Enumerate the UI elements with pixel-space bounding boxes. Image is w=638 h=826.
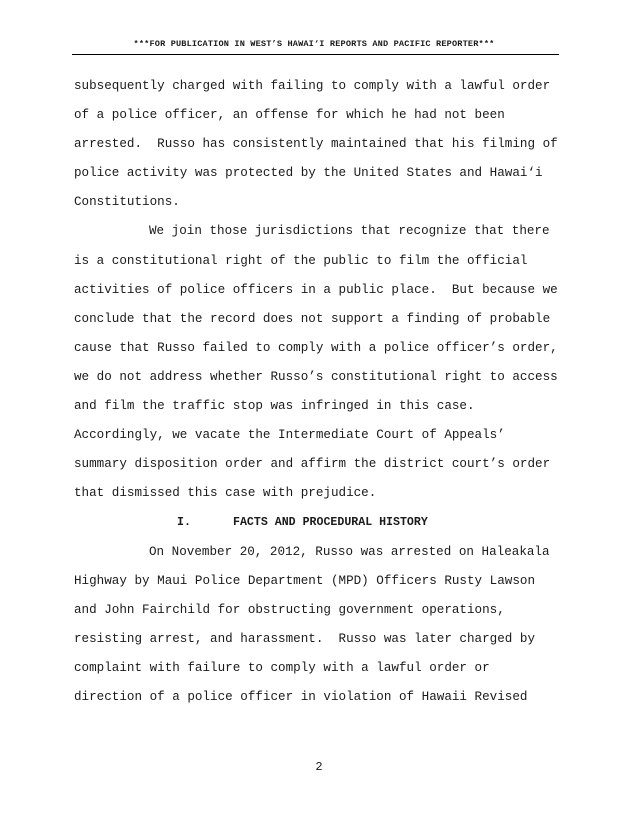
text-line: subsequently charged with failing to comply with a lawful order <box>74 79 551 93</box>
text-line: We join those jurisdictions that recognize that there <box>149 224 550 239</box>
text-line: direction of a police officer in violation of Hawaii Revised <box>74 689 528 704</box>
text-line: cause that Russo failed to comply with a police officer’s order, <box>74 340 558 355</box>
text-line: Highway by Maui Police Department (MPD) Officers Rusty Lawson <box>74 573 536 588</box>
text-line: Accordingly, we vacate the Intermediate Court of Appeals’ <box>74 428 505 443</box>
running-header: ***FOR PUBLICATION IN WEST’S HAWAI‘I REPORTS AND PACIFIC REPORTER*** <box>133 39 495 49</box>
text-line: of a police officer, an offense for which he had not been <box>74 108 505 123</box>
text-line: we do not address whether Russo’s constitutional right to access <box>74 369 558 384</box>
text-line: and John Fairchild for obstructing government operations, <box>74 602 505 617</box>
text-line: that dismissed this case with prejudice. <box>74 486 377 501</box>
section-number: I. <box>177 516 191 530</box>
text-line: and film the traffic stop was infringed in this case. <box>74 399 475 414</box>
paragraph-2 <box>74 217 594 508</box>
opinion-body <box>74 72 594 712</box>
text-line: summary disposition order and affirm the district court’s order <box>74 457 551 472</box>
section-heading <box>74 508 594 537</box>
text-line: police activity was protected by the United States and Hawai‘i <box>74 166 543 181</box>
header-rule <box>72 54 559 55</box>
text-line: arrested. Russo has consistently maintained that his filming of <box>74 137 558 152</box>
section-title: FACTS AND PROCEDURAL HISTORY <box>233 516 428 530</box>
paragraph-3 <box>74 538 594 713</box>
text-line: Constitutions. <box>74 195 180 210</box>
page-number: 2 <box>315 760 323 774</box>
text-line: complaint with failure to comply with a lawful order or <box>74 660 490 675</box>
text-line: conclude that the record does not support a finding of probable <box>74 311 551 326</box>
text-line: activities of police officers in a public place. But because we <box>74 282 558 297</box>
text-line: resisting arrest, and harassment. Russo was later charged by <box>74 631 536 646</box>
paragraph-1 <box>74 72 594 217</box>
text-line: On November 20, 2012, Russo was arrested on Haleakala <box>149 544 550 559</box>
text-line: is a constitutional right of the public to film the official <box>74 253 528 268</box>
